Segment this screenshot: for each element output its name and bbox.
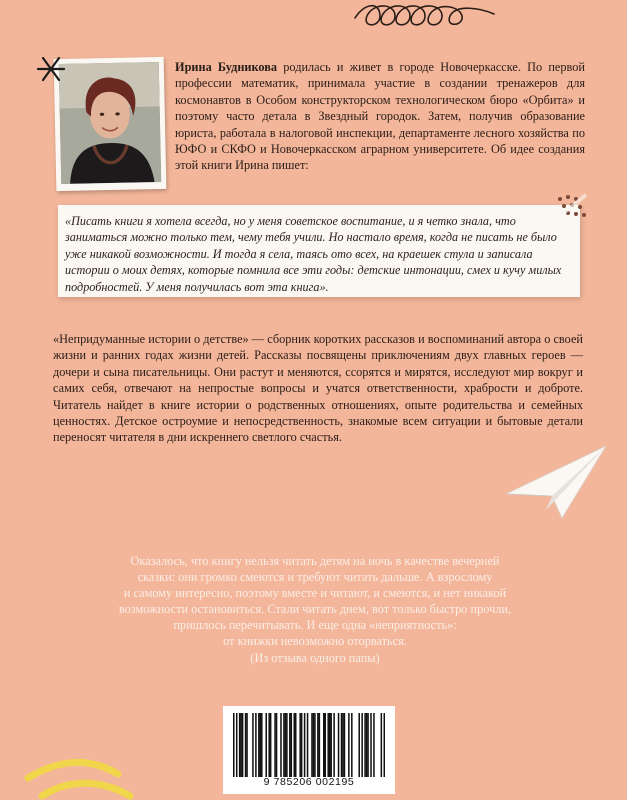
decorative-dots xyxy=(552,193,590,223)
book-description: «Непридуманные истории о детстве» — сборник коротких рассказов и воспоминаний автора о своей жизни и ранних годах жизни детей. Рассказы посвящены приключениям двух главных героев — дочери и сына писательницы. Они растут и меняются, ссорятся и мирятся, исследуют мир вокруг и самих себя, отвечают на непростые вопросы и учатся ответственности, храбрости и доброте. Читатель найдет в книге истории о родственных отношениях, опыте родительства и семейных ценностях. Детское остроумие и непосредственность, знакомые всем ситуации и бытовые детали переносят читателя в дни искреннего светлого счастья. xyxy=(53,332,583,445)
barcode-bar xyxy=(236,713,238,777)
barcode-bar xyxy=(384,713,385,777)
barcode-bar xyxy=(367,713,369,777)
barcode-bar xyxy=(270,713,272,777)
barcode-bar xyxy=(239,713,241,777)
barcode-bar xyxy=(261,713,263,777)
barcode-bar xyxy=(280,713,282,777)
review-line-4: возможности остановиться. Стали читать днем, вот только быстро прочли, xyxy=(118,602,512,617)
barcode-bar xyxy=(342,713,344,777)
reader-review xyxy=(60,553,570,666)
sparkle-icon xyxy=(34,52,68,86)
barcode-bar xyxy=(268,713,270,777)
barcode-bar xyxy=(291,713,293,777)
barcode-bar xyxy=(327,713,329,777)
barcode-bar xyxy=(358,713,360,777)
paper-plane-icon xyxy=(502,438,612,528)
barcode-bar xyxy=(295,713,297,777)
decorative-doodle xyxy=(350,0,500,34)
author-photo xyxy=(59,62,161,184)
review-line-6: от книжки невозможно оторваться. xyxy=(223,634,407,649)
barcode-bar xyxy=(286,713,288,777)
author-name: Ирина Будникова xyxy=(175,60,278,74)
barcode-bar xyxy=(301,713,303,777)
isbn-number: 9 785206 002195 xyxy=(263,776,355,788)
barcode-bar xyxy=(276,713,278,777)
barcode-bar xyxy=(285,713,287,777)
review-source: (Из отзыва одного папы) xyxy=(250,650,380,665)
barcode-bar xyxy=(265,713,267,777)
barcode-bar xyxy=(307,713,309,777)
barcode-bar xyxy=(245,713,247,777)
barcode-bar xyxy=(338,713,340,777)
barcode-bar xyxy=(330,713,332,777)
barcode-bar xyxy=(366,713,368,777)
barcode-bar xyxy=(351,713,353,777)
barcode-bar xyxy=(294,713,296,777)
barcode-bar xyxy=(314,713,316,777)
review-line-3: и самому интересно, поэтому вместе и читают, и смеются, и нет никакой xyxy=(123,586,507,601)
barcode-bar xyxy=(323,713,325,777)
barcode-bar xyxy=(246,713,248,777)
decorative-brush-strokes xyxy=(18,700,168,800)
review-line-1: Оказалось, что книгу нельзя читать детям на ночь в качестве вечерней xyxy=(130,554,500,568)
review-line-2: сказки: они громко смеются и требуют читать дальше. А взрослому xyxy=(137,570,493,585)
barcode-bar xyxy=(240,713,242,777)
barcode-bar xyxy=(242,713,244,777)
barcode-bar xyxy=(274,713,276,777)
bio-line-2: По первой профессии математик, принимала участие в создании xyxy=(175,60,585,91)
barcode-bar xyxy=(319,713,321,777)
barcode-bar xyxy=(283,713,285,777)
barcode-bar xyxy=(344,713,346,777)
isbn-barcode xyxy=(233,713,385,777)
barcode-bar xyxy=(299,713,301,777)
barcode-bar xyxy=(252,713,254,777)
barcode-bar xyxy=(329,713,331,777)
author-quote: «Писать книги я хотела всегда, но у меня советское воспитание, и я четко знала, что заниматься можно только тем, чему тебя учили. Но настало время, когда не писать не было уже никакой возможности. И тогда я села, таясь ото всех, на краешек стула и записала истории о моих детях, которые помнила все эти годы: детские интонации, смех и кучу милых подробностей. У меня получилась вот эта книга». xyxy=(65,214,562,294)
barcode-bar xyxy=(304,713,306,777)
barcode-bar xyxy=(258,713,260,777)
barcode-bar xyxy=(324,713,326,777)
barcode-bar xyxy=(370,713,372,777)
author-bio xyxy=(175,59,585,174)
bio-line-1: родилась и живет в городе Новочеркасске. xyxy=(283,60,521,74)
barcode-bar xyxy=(373,713,375,777)
barcode-bar xyxy=(348,713,350,777)
barcode-bar xyxy=(333,713,335,777)
bio-line-3: тренажеров для космонавтов в Особом конструкторском технологическом бюро «Орбита» и поэтому часто детала в Звездный городок. Затем, получив образование юриста, работала в налоговой инспекции, департаменте лесного хозяйства по ЮФО и СКФО и Новочеркасском аграрном университете. Об идее создания этой книги Ирина пишет: xyxy=(175,76,585,173)
barcode-bar xyxy=(289,713,291,777)
barcode-bar xyxy=(260,713,262,777)
review-line-5: пришлось перечитывать. И еще одна «неприятность»: xyxy=(173,618,457,633)
barcode-bar xyxy=(341,713,343,777)
barcode-bar xyxy=(317,713,319,777)
barcode-bar xyxy=(364,713,366,777)
barcode-bar xyxy=(313,713,315,777)
barcode-bar xyxy=(381,713,383,777)
barcode-bar xyxy=(361,713,363,777)
barcode-bar xyxy=(233,713,235,777)
barcode-bar xyxy=(311,713,313,777)
barcode-bar xyxy=(255,713,257,777)
author-photo-frame xyxy=(54,57,167,191)
